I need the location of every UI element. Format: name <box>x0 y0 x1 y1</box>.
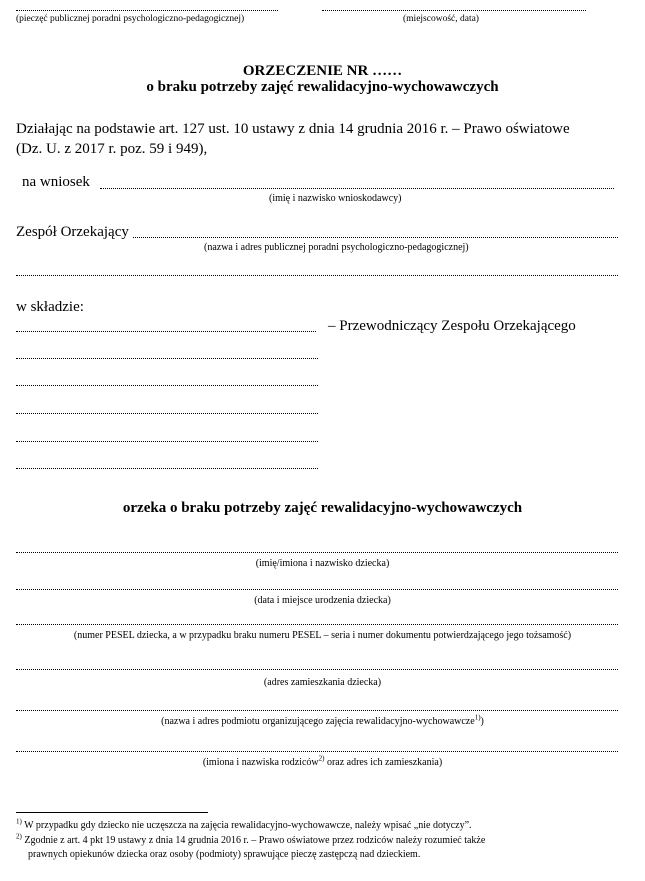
applicant-label: na wniosek <box>22 174 90 190</box>
child-birth-field[interactable] <box>16 589 618 590</box>
team-caption: (nazwa i adres publicznej poradni psychologiczno-pedagogicznej) <box>204 242 469 253</box>
child-birth-caption: (data i miejsce urodzenia dziecka) <box>254 595 391 606</box>
child-name-caption: (imię/imiona i nazwisko dziecka) <box>255 558 390 569</box>
document-title: ORZECZENIE NR …… <box>242 63 403 79</box>
team-label: Zespół Orzekający <box>16 224 129 240</box>
stamp-line[interactable] <box>16 10 278 11</box>
place-date-line[interactable] <box>322 10 586 11</box>
child-pesel-field[interactable] <box>16 624 618 625</box>
applicant-field[interactable] <box>100 188 614 189</box>
member-field[interactable] <box>16 358 318 359</box>
ruling-heading: orzeka o braku potrzeby zajęć rewalidacyjno-wychowawczych <box>122 500 523 516</box>
team-field-continued[interactable] <box>16 275 618 276</box>
legal-basis-line2: (Dz. U. z 2017 r. poz. 59 i 949), <box>16 141 208 157</box>
child-pesel-caption: (numer PESEL dziecka, a w przypadku braku numeru PESEL – seria i numer dokumentu potwierdzającego jego tożsamość) <box>73 630 572 641</box>
footnote-separator <box>16 812 208 813</box>
applicant-caption: (imię i nazwisko wnioskodawcy) <box>269 193 402 204</box>
footnote-2-continued: prawnych opiekunów dziecka oraz osoby (podmioty) sprawujące pieczę zastępczą nad dzieckiem. <box>28 849 421 860</box>
child-name-field[interactable] <box>16 552 618 553</box>
chair-field[interactable] <box>16 331 316 332</box>
parents-caption: (imiona i nazwiska rodziców$^{2)}$ oraz adres ich zamieszkania) <box>202 754 443 768</box>
footnote-1: $^{1)}$ W przypadku gdy dziecko nie uczęszcza na zajęcia rewalidacyjno-wychowawcze, należy wpisać „nie dotyczy”. <box>16 817 472 831</box>
composition-label: w składzie: <box>16 299 84 315</box>
footnote-2: $^{2)}$ Zgodnie z art. 4 pkt 19 ustawy z dnia 14 grudnia 2016 r. – Prawo oświatowe przez rodziców należy rozumieć także <box>16 832 486 846</box>
member-field[interactable] <box>16 385 318 386</box>
member-field[interactable] <box>16 413 318 414</box>
member-field[interactable] <box>16 441 318 442</box>
organizer-field[interactable] <box>16 710 618 711</box>
team-field[interactable] <box>133 237 618 238</box>
member-field[interactable] <box>16 468 318 469</box>
organizer-caption: (nazwa i adres podmiotu organizującego zajęcia rewalidacyjno-wychowawcze$^{1)}$) <box>161 713 484 727</box>
child-address-caption: (adres zamieszkania dziecka) <box>263 677 382 688</box>
parents-field[interactable] <box>16 751 618 752</box>
legal-basis-line1: Działając na podstawie art. 127 ust. 10 ustawy z dnia 14 grudnia 2016 r. – Prawo oświatowe <box>16 121 570 137</box>
chair-label: – Przewodniczący Zespołu Orzekającego <box>328 318 576 334</box>
document-subtitle: o braku potrzeby zajęć rewalidacyjno-wychowawczych <box>146 79 499 95</box>
stamp-caption: (pieczęć publicznej poradni psychologiczno-pedagogicznej) <box>16 14 245 24</box>
place-date-caption: (miejscowość, data) <box>403 14 479 24</box>
child-address-field[interactable] <box>16 669 618 670</box>
